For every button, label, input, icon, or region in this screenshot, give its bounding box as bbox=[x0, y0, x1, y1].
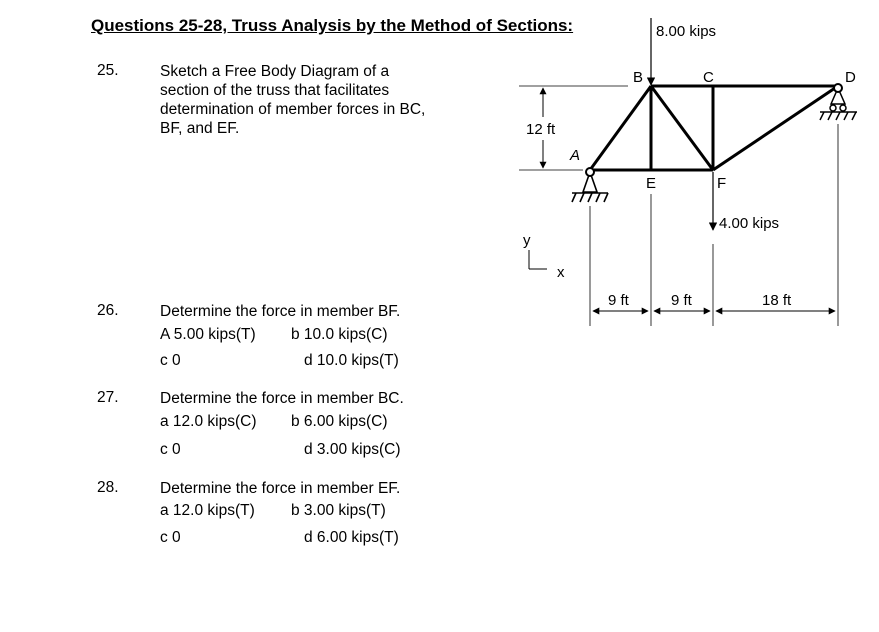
member-AB bbox=[590, 86, 651, 170]
node-label-E: E bbox=[646, 175, 657, 192]
question-25-line-2: section of the truss that facilitates bbox=[160, 82, 390, 99]
node-label-B: B bbox=[633, 69, 644, 86]
question-26-text: Determine the force in member BF. bbox=[160, 303, 401, 320]
question-26-option-c[interactable]: c 0 bbox=[160, 352, 181, 369]
axis-x-label: x bbox=[557, 264, 565, 281]
question-27-number: 27. bbox=[97, 389, 119, 406]
page-title: Questions 25-28, Truss Analysis by the Method of Sections: bbox=[91, 16, 574, 35]
pin-support-A bbox=[572, 168, 608, 202]
question-25-number: 25. bbox=[97, 62, 119, 79]
question-27-option-c[interactable]: c 0 bbox=[160, 441, 181, 458]
load-top-label: 8.00 kips bbox=[656, 23, 717, 40]
member-FD bbox=[713, 86, 838, 170]
question-27-option-d[interactable]: d 3.00 kips(C) bbox=[304, 441, 401, 458]
question-27-text: Determine the force in member BC. bbox=[160, 390, 404, 407]
question-26-number: 26. bbox=[97, 302, 119, 319]
question-26-option-d[interactable]: d 10.0 kips(T) bbox=[304, 352, 399, 369]
axes-icon bbox=[529, 250, 547, 269]
question-25-line-3: determination of member forces in BC, bbox=[160, 101, 426, 118]
node-label-A: A bbox=[570, 147, 581, 164]
span-label-3: 18 ft bbox=[762, 292, 792, 309]
question-26-option-a[interactable]: A 5.00 kips(T) bbox=[160, 326, 256, 343]
question-26-option-b[interactable]: b 10.0 kips(C) bbox=[291, 326, 388, 343]
load-bottom-label: 4.00 kips bbox=[719, 215, 780, 232]
height-label: 12 ft bbox=[526, 121, 556, 138]
question-25-line-4: BF, and EF. bbox=[160, 120, 240, 137]
question-28-option-b[interactable]: b 3.00 kips(T) bbox=[291, 502, 386, 519]
axis-y-label: y bbox=[523, 232, 531, 249]
question-28-text: Determine the force in member EF. bbox=[160, 480, 401, 497]
question-28-number: 28. bbox=[97, 479, 119, 496]
truss-members bbox=[590, 86, 838, 170]
span-label-2: 9 ft bbox=[671, 292, 692, 309]
node-label-F: F bbox=[717, 175, 727, 192]
question-28-option-d[interactable]: d 6.00 kips(T) bbox=[304, 529, 399, 546]
node-label-D: D bbox=[845, 69, 856, 86]
member-BF bbox=[651, 86, 713, 170]
span-label-1: 9 ft bbox=[608, 292, 629, 309]
question-27-option-b[interactable]: b 6.00 kips(C) bbox=[291, 413, 388, 430]
node-label-C: C bbox=[703, 69, 714, 86]
question-28-option-c[interactable]: c 0 bbox=[160, 529, 181, 546]
question-28-option-a[interactable]: a 12.0 kips(T) bbox=[160, 502, 255, 519]
question-25-line-1: Sketch a Free Body Diagram of a bbox=[160, 63, 390, 80]
roller-support-D bbox=[820, 84, 857, 120]
question-27-option-a[interactable]: a 12.0 kips(C) bbox=[160, 413, 257, 430]
